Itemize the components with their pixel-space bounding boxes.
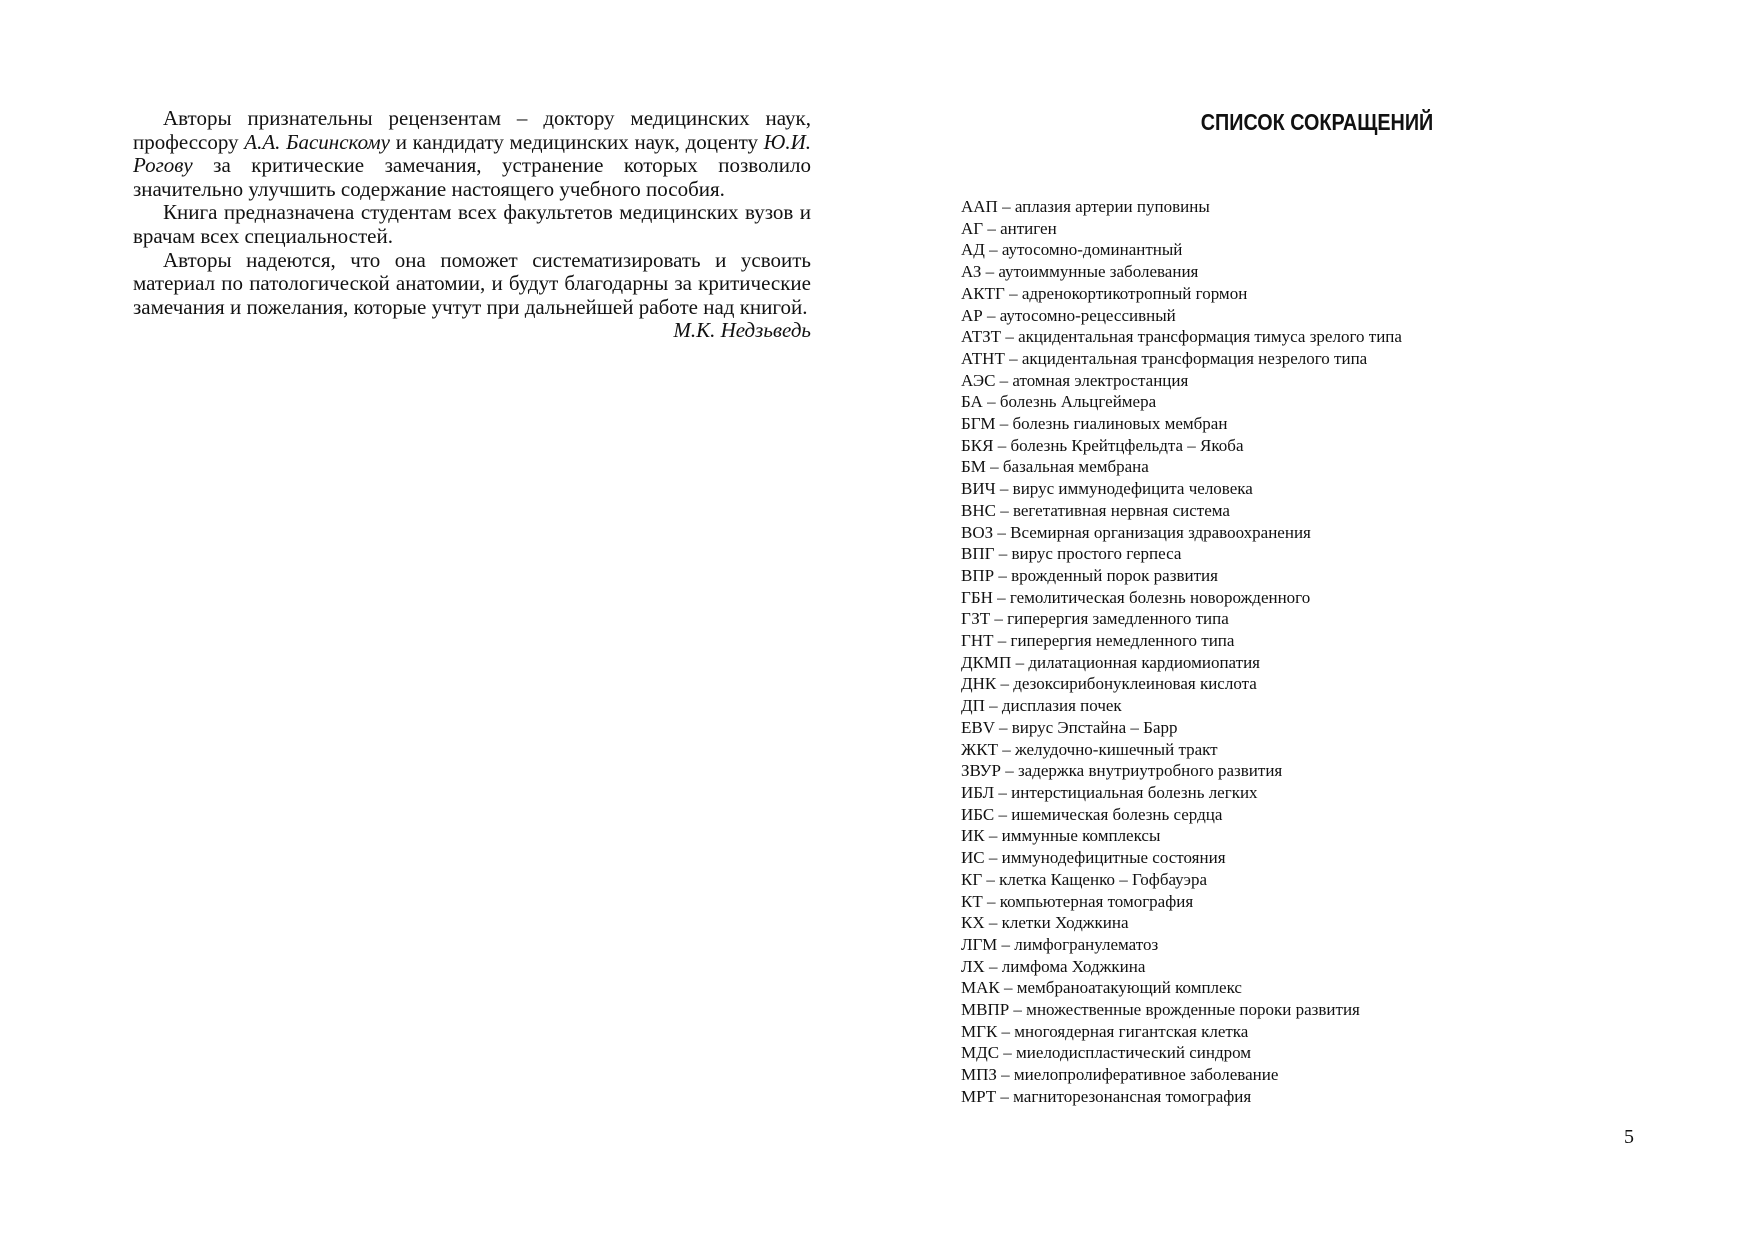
abbreviation-item: БКЯ – болезнь Крейтцфельдта – Якоба xyxy=(961,435,1244,455)
abbreviations-heading: СПИСОК СОКРАЩЕНИЙ xyxy=(1200,109,1434,135)
abbreviation-item: ЛГМ – лимфогранулематоз xyxy=(961,934,1159,954)
abbreviation-item: АТЗТ – акцидентальная трансформация тимуса зрелого типа xyxy=(961,327,1402,347)
abbreviations-list xyxy=(961,196,1402,1108)
abbreviation-item: ДКМП – дилатационная кардиомиопатия xyxy=(961,652,1261,672)
hope-text: Авторы надеются, что она поможет систематизировать и усвоить материал по патологической анатомии, и будут благодарны за критические замечания и пожелания, которые учтут при дальнейшей работе над книгой. xyxy=(133,247,811,319)
abbreviation-item: АКТГ – адренокортикотропный гормон xyxy=(961,283,1248,303)
abbreviation-item: ДП – дисплазия почек xyxy=(961,696,1122,716)
abbreviation-item: БА – болезнь Альцгеймера xyxy=(961,392,1157,412)
paragraph-acknowledgment xyxy=(133,107,811,201)
abbreviation-item: МРТ – магниторезонансная томография xyxy=(961,1086,1252,1106)
abbreviation-item: ДНК – дезоксирибонуклеиновая кислота xyxy=(961,674,1257,694)
abbreviation-item: МАК – мембраноатакующий комплекс xyxy=(961,978,1242,998)
reviewer-rogov: Ю.И. Рогову xyxy=(133,129,811,178)
abbreviation-item: МПЗ – миелопролиферативное заболевание xyxy=(961,1065,1279,1085)
abbreviation-item: EBV – вирус Эпстайна – Барр xyxy=(961,717,1178,737)
abbreviation-item: МДС – миелодиспластический синдром xyxy=(961,1043,1252,1063)
abbreviation-item: ГЗТ – гиперергия замедленного типа xyxy=(961,609,1229,629)
ack-text-1: Авторы признательны рецензентам – доктору медицинских наук, профессору xyxy=(133,106,811,154)
author-signature: М.К. Недзьведь xyxy=(673,318,811,343)
abbreviation-item: ГБН – гемолитическая болезнь новорожденного xyxy=(961,587,1311,607)
abbreviation-item: ЛХ – лимфома Ходжкина xyxy=(961,956,1146,976)
reviewer-basinsky: А.А. Басинскому xyxy=(244,129,390,154)
right-page xyxy=(961,107,1581,1106)
abbreviation-item: АР – аутосомно-рецессивный xyxy=(961,305,1176,325)
abbreviation-item: ВНС – вегетативная нервная система xyxy=(961,500,1230,520)
abbreviation-item: ВОЗ – Всемирная организация здравоохранения xyxy=(961,522,1311,542)
abbreviation-item: ВПГ – вирус простого герпеса xyxy=(961,544,1182,564)
abbreviation-item: БГМ – болезнь гиалиновых мембран xyxy=(961,414,1228,434)
paragraph-audience xyxy=(133,201,811,248)
abbreviation-item: КТ – компьютерная томография xyxy=(961,891,1194,911)
abbreviation-item: БМ – базальная мембрана xyxy=(961,457,1149,477)
ack-text-3: за критические замечания, устранение которых позволило значительно улучшить содержание настоящего учебного пособия. xyxy=(133,153,811,201)
abbreviation-item: ВИЧ – вирус иммунодефицита человека xyxy=(961,479,1253,499)
abbreviation-item: МГК – многоядерная гигантская клетка xyxy=(961,1021,1249,1041)
abbreviation-item: АД – аутосомно-доминантный xyxy=(961,240,1183,260)
page-number: 5 xyxy=(1624,1126,1634,1148)
ack-text-2: и кандидату медицинских наук, доценту xyxy=(390,129,764,154)
abbreviation-item: АЗ – аутоиммунные заболевания xyxy=(961,262,1199,282)
abbreviation-item: ЖКТ – желудочно-кишечный тракт xyxy=(961,739,1218,759)
abbreviation-item: ИБС – ишемическая болезнь сердца xyxy=(961,804,1223,824)
abbreviation-item: КГ – клетка Кащенко – Гофбауэра xyxy=(961,869,1207,889)
abbreviation-item: ААП – аплазия артерии пуповины xyxy=(961,197,1210,216)
abbreviation-item: ИБЛ – интерстициальная болезнь легких xyxy=(961,782,1258,802)
abbreviation-item: ВПР – врожденный порок развития xyxy=(961,565,1218,585)
abbreviation-item: КХ – клетки Ходжкина xyxy=(961,913,1129,933)
abbreviation-item: МВПР – множественные врожденные пороки развития xyxy=(961,1000,1360,1020)
abbreviation-item: ГНТ – гиперергия немедленного типа xyxy=(961,631,1235,651)
abbreviation-item: ИК – иммунные комплексы xyxy=(961,826,1161,846)
audience-text: Книга предназначена студентам всех факультетов медицинских вузов и врачам всех специальностей. xyxy=(133,200,811,248)
abbreviation-item: АТНТ – акцидентальная трансформация незрелого типа xyxy=(961,348,1368,368)
paragraph-hope xyxy=(133,249,811,320)
abbreviation-item: ЗВУР – задержка внутриутробного развития xyxy=(961,761,1283,781)
abbreviation-item: ИС – иммунодефицитные состояния xyxy=(961,848,1226,868)
abbreviation-item: АЭС – атомная электростанция xyxy=(961,370,1189,390)
left-page xyxy=(133,107,811,343)
abbreviation-item: АГ – антиген xyxy=(961,218,1057,238)
